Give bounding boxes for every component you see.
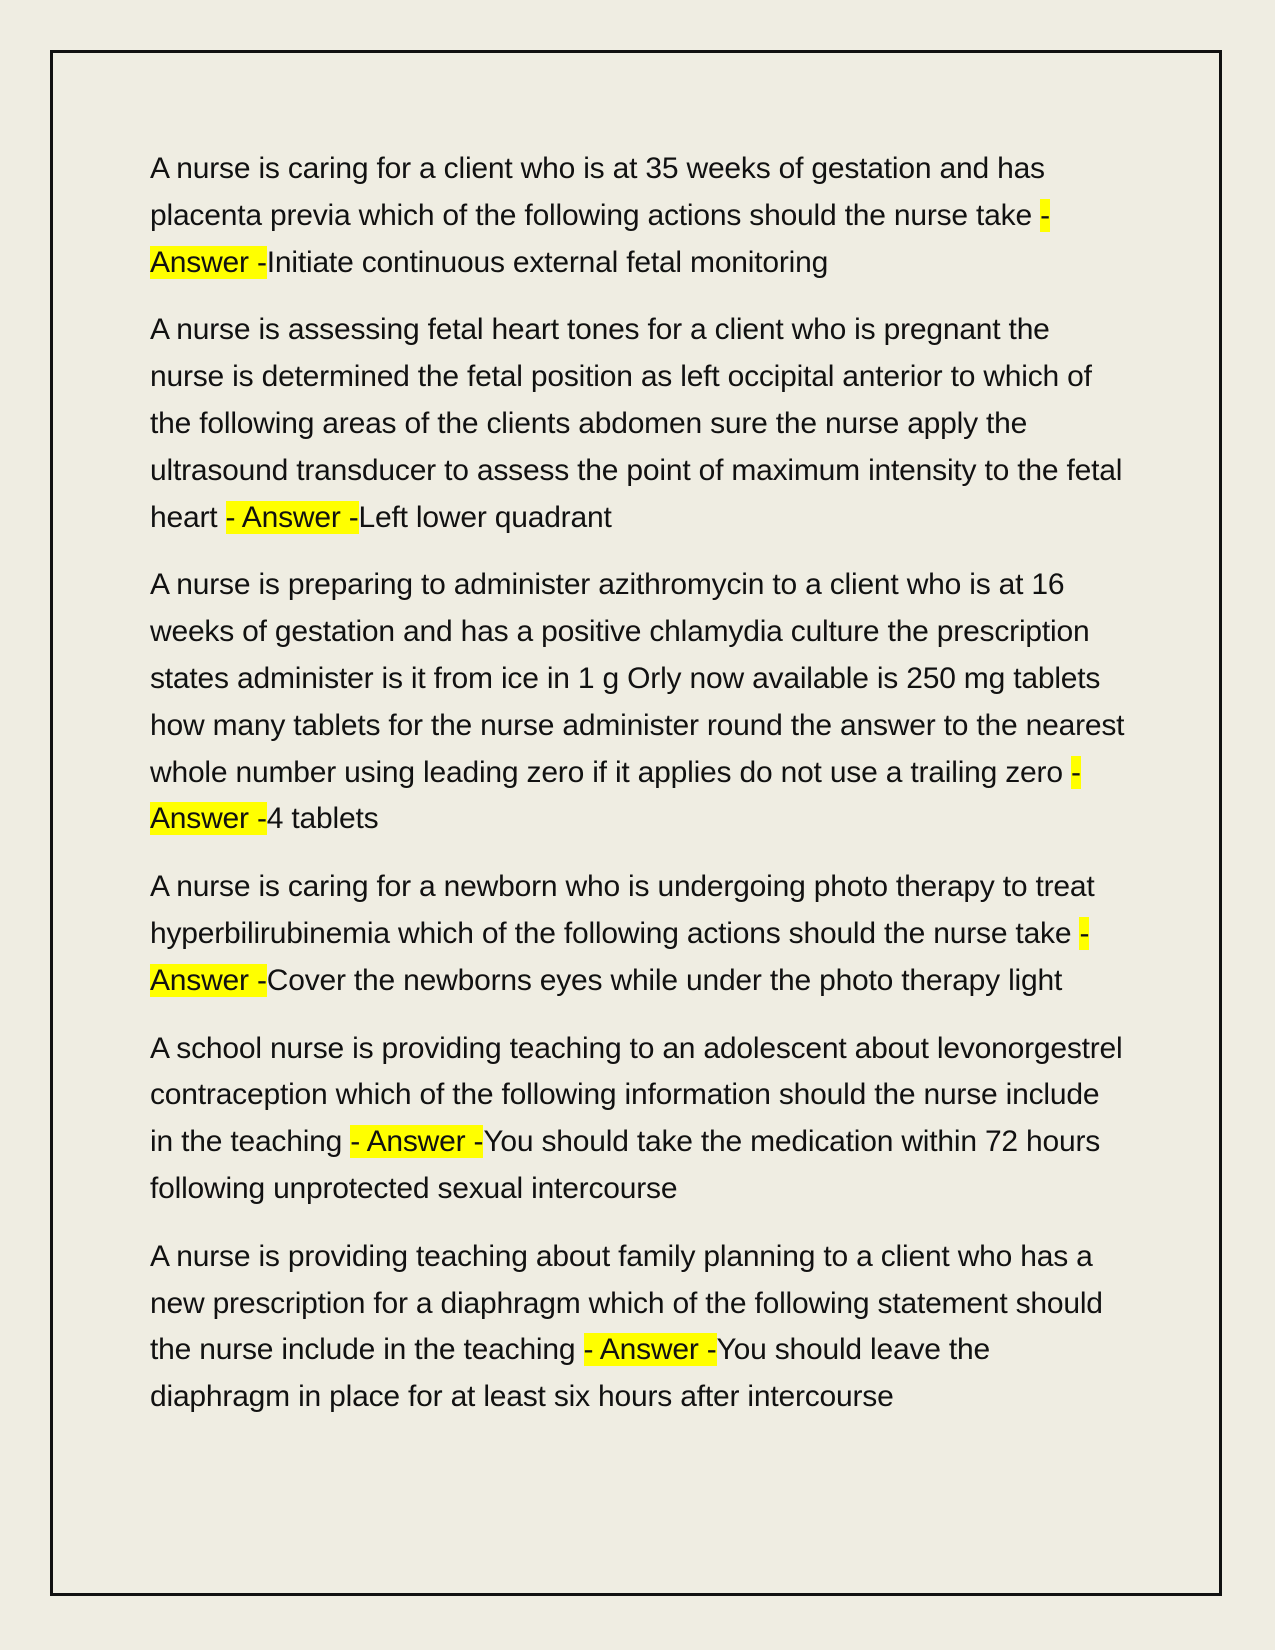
qa-item-5	[150, 1026, 1130, 1213]
question-text: A nurse is caring for a client who is at 35 weeks of gestation and has placenta previa which of the following actions should the nurse take	[150, 152, 1045, 232]
answer-marker: - Answer -	[150, 755, 1081, 836]
qa-item-3	[150, 562, 1130, 843]
answer-text: Cover the newborns eyes while under the photo therapy light	[266, 963, 1063, 997]
qa-item-6	[150, 1234, 1130, 1421]
question-text: A nurse is caring for a newborn who is undergoing photo therapy to treat hyperbilirubinemia which of the following actions should the nurse take	[150, 870, 1095, 950]
answer-marker: - Answer -	[583, 1333, 717, 1367]
qa-item-2	[150, 307, 1130, 541]
question-text: A nurse is providing teaching about family planning to a client who has a new prescription for a diaphragm which of the following statement should the nurse include in the teaching	[150, 1239, 1103, 1367]
answer-marker: - Answer -	[225, 500, 359, 534]
answer-text: 4 tablets	[266, 802, 379, 836]
answer-marker: - Answer -	[150, 916, 1090, 997]
answer-text: You should take the medication within 72 hours following unprotected sexual intercourse	[150, 1125, 1101, 1205]
question-text: A nurse is assessing fetal heart tones for a client who is pregnant the nurse is determined the fetal position as left occipital anterior to which of the following areas of the clients abdomen sure the nurse apply the ultrasound transducer to assess the point of maximum intensity to the fetal heart	[150, 313, 1123, 534]
document-content	[150, 146, 1130, 1442]
answer-text: You should leave the diaphragm in place for at least six hours after intercourse	[150, 1333, 991, 1414]
answer-text: Left lower quadrant	[358, 500, 612, 534]
answer-marker: - Answer -	[350, 1125, 484, 1159]
answer-marker: - Answer -	[150, 198, 1050, 279]
answer-text: Initiate continuous external fetal monitoring	[266, 245, 829, 279]
question-text: A school nurse is providing teaching to an adolescent about levonorgestrel contraception which of the following information should the nurse include in the teaching	[150, 1031, 1123, 1159]
question-text: A nurse is preparing to administer azithromycin to a client who is at 16 weeks of gestation and has a positive chlamydia culture the prescription states administer is it from ice in 1 g Orly now available is 250 mg tablets how many tablets for the nurse administer round the answer to the nearest whole number using leading zero if it applies do not use a trailing zero	[150, 568, 1125, 789]
qa-item-1	[150, 146, 1130, 286]
qa-item-4	[150, 864, 1130, 1004]
